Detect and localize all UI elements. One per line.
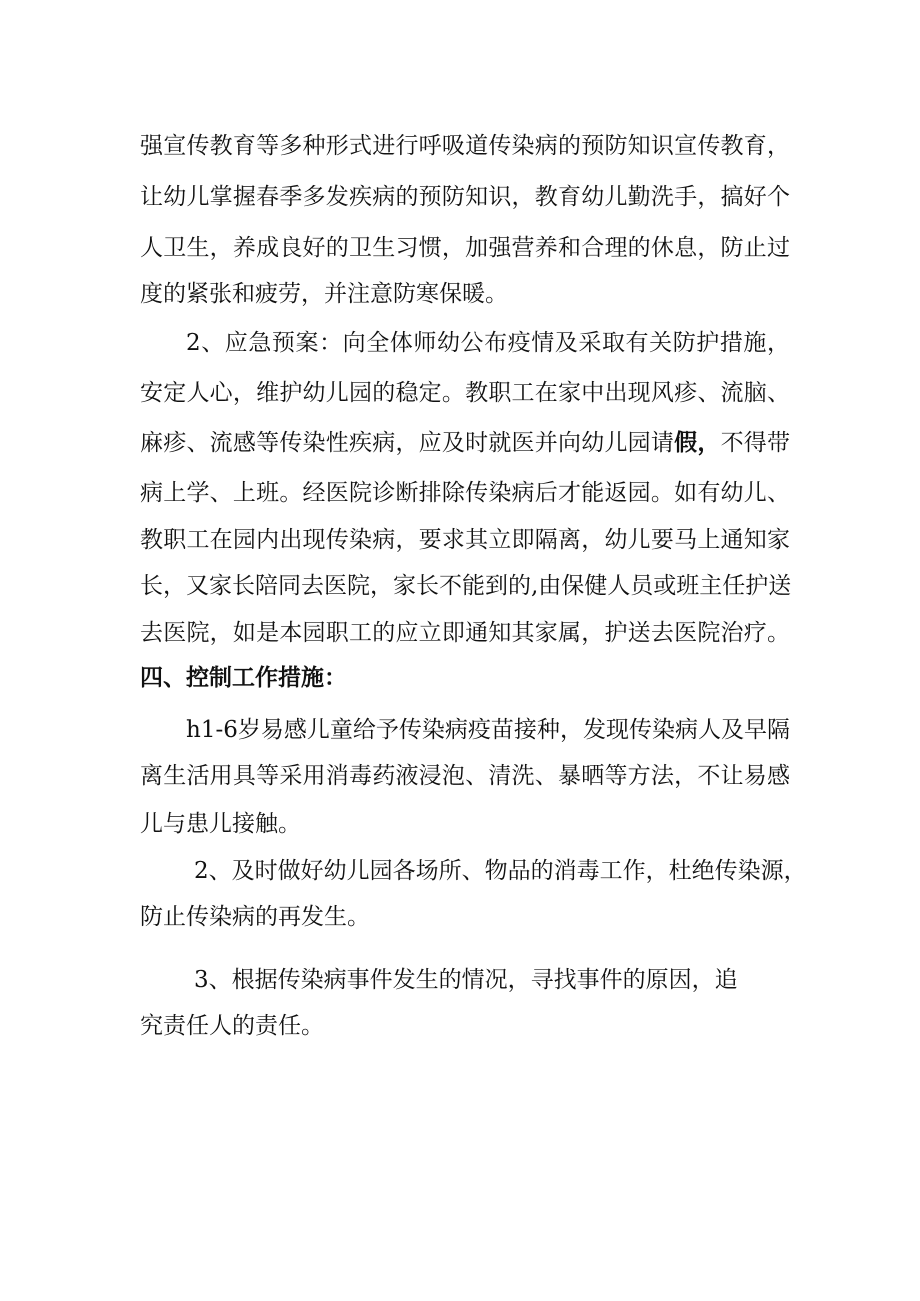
paragraph-1-line-3: 人卫生，养成良好的卫生习惯，加强营养和合理的休息，防止过 bbox=[140, 235, 790, 261]
paragraph-4-line-1: 2、及时做好幼儿园各场所、物品的消毒工作，杜绝传染源， bbox=[194, 858, 807, 884]
paragraph-5-line-2: 究责任人的责任。 bbox=[140, 1013, 324, 1039]
paragraph-2-line-3-after: 不得带 bbox=[720, 430, 791, 456]
paragraph-2-line-5: 教职工在园内出现传染病，要求其立即隔离，幼儿要马上通知家 bbox=[140, 527, 790, 553]
section-heading: 四、控制工作措施： bbox=[140, 664, 347, 691]
paragraph-2-line-4: 病上学、上班。经医院诊断排除传染病后才能返园。如有幼儿、 bbox=[140, 480, 790, 506]
paragraph-1-line-1: 强宣传教育等多种形式进行呼吸道传染病的预防知识宣传教育， bbox=[140, 133, 790, 159]
paragraph-5-line-1: 3、根据传染病事件发生的情况，寻找事件的原因，追 bbox=[194, 967, 738, 993]
paragraph-2-line-6: 长，又家长陪同去医院，家长不能到的,由保健人员或班主任护送 bbox=[140, 573, 792, 599]
paragraph-3-line-2: 离生活用具等采用消毒药液浸泡、清洗、暴晒等方法，不让易感 bbox=[140, 763, 790, 789]
paragraph-2-line-3 bbox=[140, 423, 790, 463]
paragraph-2-line-2: 安定人心，维护幼儿园的稳定。教职工在家中出现风疹、流脑、 bbox=[140, 380, 790, 406]
paragraph-2-line-1: 2、应急预案：向全体师幼公布疫情及采取有关防护措施， bbox=[186, 330, 790, 356]
paragraph-3-line-1: h1-6岁易感儿童给予传染病疫苗接种，发现传染病人及早隔 bbox=[186, 717, 790, 743]
paragraph-1-line-4: 度的紧张和疲劳，并注意防寒保暖。 bbox=[140, 281, 508, 307]
paragraph-2-line-3-bold: 假， bbox=[674, 429, 721, 456]
paragraph-2-line-3-before: 麻疹、流感等传染性疾病，应及时就医并向幼儿园请 bbox=[140, 430, 675, 456]
paragraph-1-line-2: 让幼儿掌握春季多发疾病的预防知识，教育幼儿勤洗手，搞好个 bbox=[140, 184, 790, 210]
paragraph-3-line-3: 儿与患儿接触。 bbox=[140, 811, 301, 837]
paragraph-2-line-7: 去医院，如是本园职工的应立即通知其家属，护送去医院治疗。 bbox=[140, 620, 790, 646]
paragraph-4-line-2: 防止传染病的再发生。 bbox=[140, 904, 370, 930]
